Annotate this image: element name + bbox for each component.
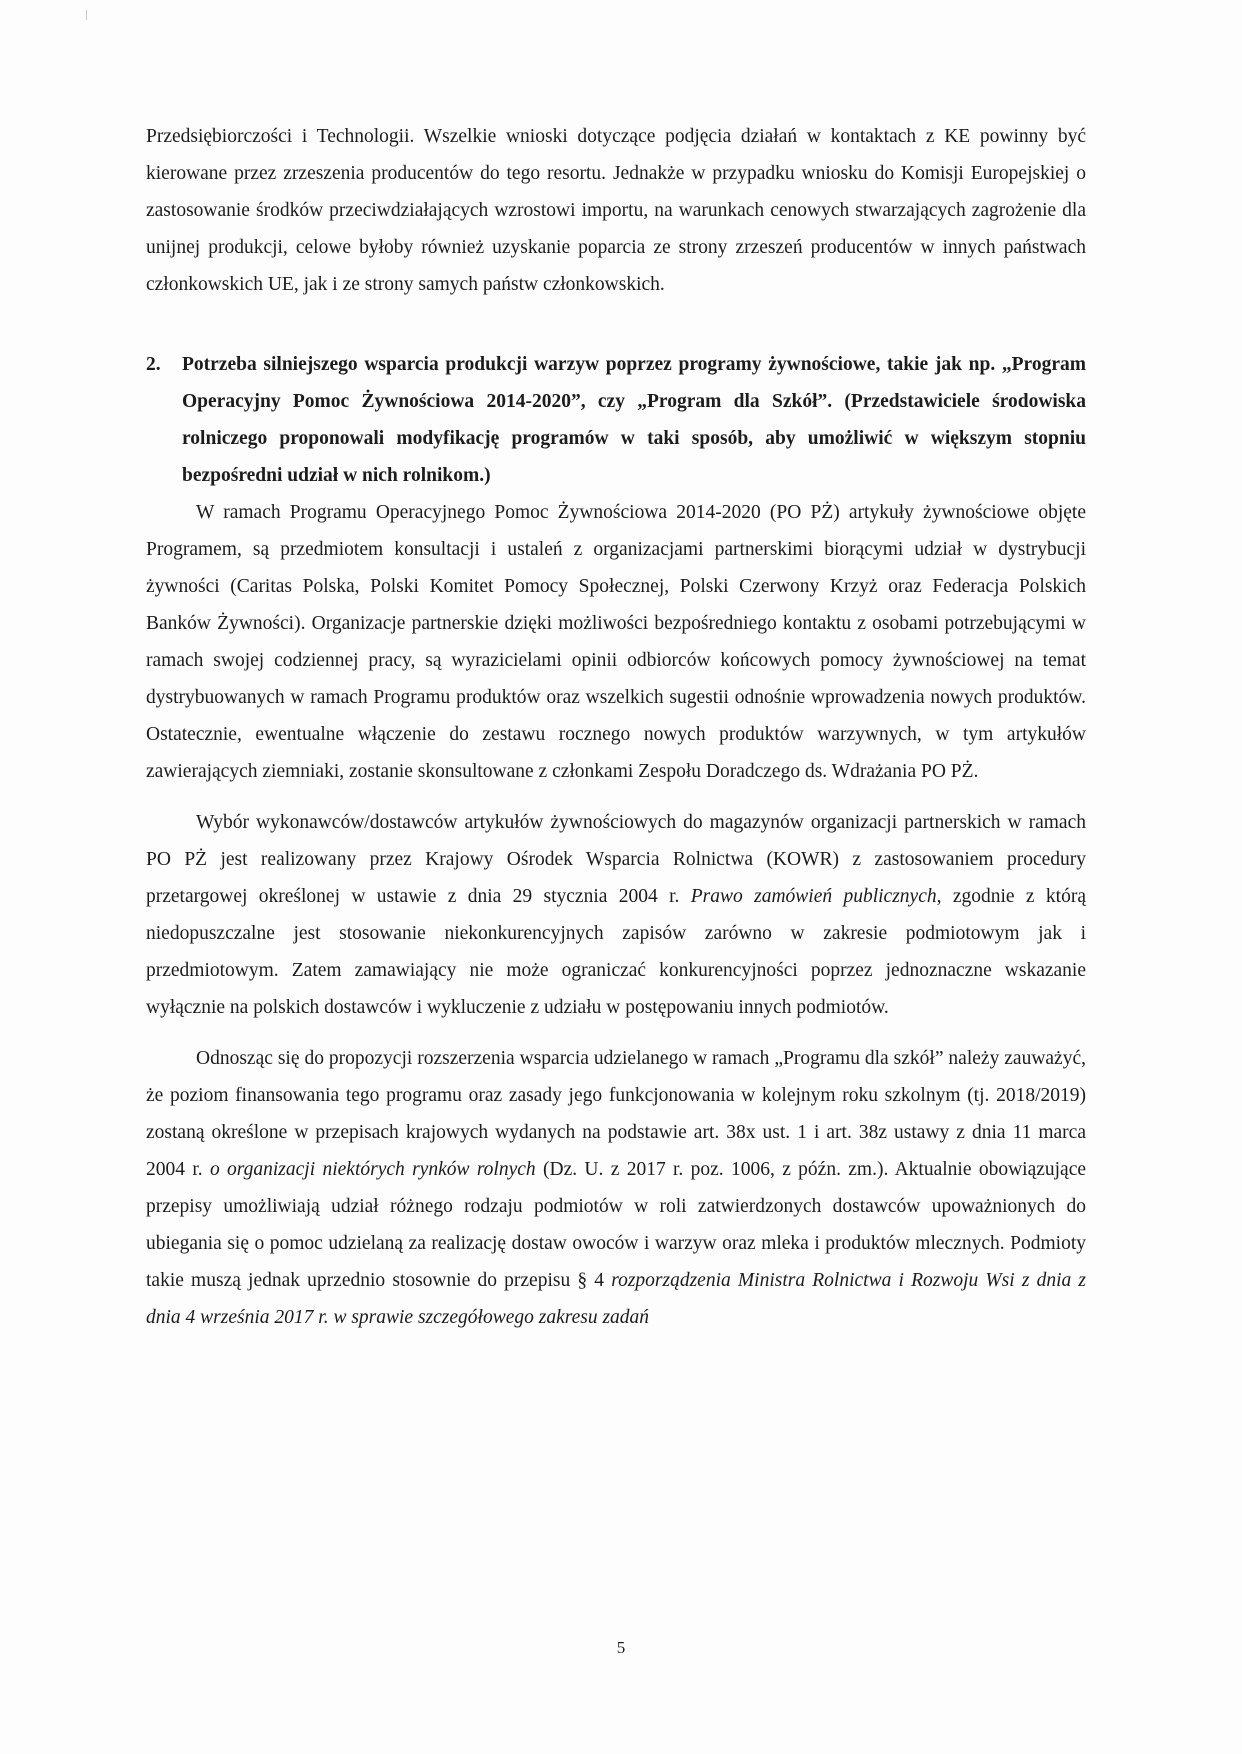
scan-artifact [86,10,87,20]
paragraph-3-end: , zgodnie z którą niedopuszczalne jest stosowanie niekonkurencyjnych zapisów zarówno w zakresie podmiotowym jak i przedmiotowym. Zatem zamawiający nie może ograniczać konkurencyjności poprzez jednoznaczne wskazanie wyłącznie na polskich dostawców i wykluczenie z udziału w postępowaniu innych podmiotów. [146,886,1086,1018]
paragraph-4 [146,1040,1086,1336]
page-number: 5 [616,1638,626,1657]
paragraph-3 [146,804,1086,1026]
paragraph-1-text: Przedsiębiorczości i Technologii. Wszelkie wnioski dotyczące podjęcia działań w kontaktach z KE powinny być kierowane przez zrzeszenia producentów do tego resortu. Jednakże w przypadku wniosku do Komisji Europejskiej o zastosowanie środków przeciwdziałających wzrostowi importu, na warunkach cenowych stwarzających zagrożenie dla unijnej produkcji, celowe byłoby również uzyskanie poparcia ze strony zrzeszeń producentów w innych państwach członkowskich UE, jak i ze strony samych państw członkowskich. [146,126,1086,295]
paragraph-4-italic-1: o organizacji niektórych rynków rolnych [209,1159,536,1180]
paragraph-4-start: Odnosząc się do propozycji rozszerzenia wsparcia udzielanego w ramach „Programu dla szkół” należy zauważyć, że poziom finansowania tego programu oraz zasady jego funkcjonowania w kolejnym roku szkolnym (tj. 2018/2019) zostaną określone w przepisach krajowych wydanych na podstawie art. 38x ust. 1 i art. 38z ustawy z dnia 11 marca 2004 r. [146,1048,1086,1180]
paragraph-2-text: W ramach Programu Operacyjnego Pomoc Żywnościowa 2014-2020 (PO PŻ) artykuły żywnościowe objęte Programem, są przedmiotem konsultacji i ustaleń z organizacjami partnerskimi biorącymi udział w dystrybucji żywności (Caritas Polska, Polski Komitet Pomocy Społecznej, Polski Czerwony Krzyż oraz Federacja Polskich Banków Żywności). Organizacje partnerskie dzięki możliwości bezpośredniego kontaktu z osobami potrzebującymi w ramach swojej codziennej pracy, są wyrazicielami opinii odbiorców końcowych pomocy żywnościowej na temat dystrybuowanych w ramach Programu produktów oraz wszelkich sugestii odnośnie wprowadzenia nowych produktów. Ostatecznie, ewentualne włączenie do zestawu rocznego nowych produktów warzywnych, w tym artykułów zawierających ziemniaki, zostanie skonsultowane z członkami Zespołu Doradczego ds. Wdrażania PO PŻ. [146,502,1086,782]
paragraph-3-italic: Prawo zamówień publicznych [690,886,937,907]
paragraph-4-italic-2: rozporządzenia Ministra Rolnictwa i Rozwoju Wsi z dnia z dnia 4 września 2017 r. w sprawie szczegółowego zakresu zadań [146,1270,1086,1328]
heading-text: Potrzeba silniejszego wsparcia produkcji warzyw poprzez programy żywnościowe, takie jak np. „Program Operacyjny Pomoc Żywnościowa 2014-2020”, czy „Program dla Szkół”. (Przedstawiciele środowiska rolniczego proponowali modyfikację programów w taki sposób, aby umożliwić w większym stopniu bezpośredni udział w nich rolnikom.) [182,354,1086,486]
paragraph-2 [146,494,1086,790]
section-heading-2 [146,346,1086,494]
paragraph-4-mid: (Dz. U. z 2017 r. poz. 1006, z późn. zm.). Aktualnie obowiązujące przepisy umożliwiają udział różnego rodzaju podmiotów w roli zatwierdzonych dostawców upoważnionych do ubiegania się o pomoc udzielaną za realizację dostaw owoców i warzyw oraz mleka i produktów mlecznych. Podmioty takie muszą jednak uprzednio stosownie do przepisu § 4 [146,1159,1087,1291]
document-body [146,118,1086,1336]
heading-number: 2. [146,354,161,375]
paragraph-1 [146,118,1086,303]
paragraph-3-start: Wybór wykonawców/dostawców artykułów żywnościowych do magazynów organizacji partnerskich w ramach PO PŻ jest realizowany przez Krajowy Ośrodek Wsparcia Rolnictwa (KOWR) z zastosowaniem procedury przetargowej określonej w ustawie z dnia 29 stycznia 2004 r. [146,812,1086,907]
